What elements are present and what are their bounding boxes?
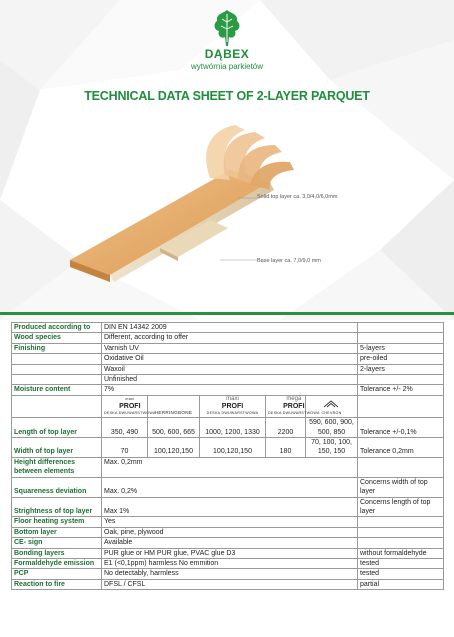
row-value: DIN EN 14342 2009 <box>102 323 358 333</box>
row-label: Wood species <box>12 333 102 343</box>
row-value: 1000, 1200, 1330 <box>200 418 266 438</box>
row-label: Reaction to fire <box>12 579 102 589</box>
row-note: tested <box>358 569 444 579</box>
table-row <box>12 385 444 395</box>
row-label <box>12 395 102 417</box>
page-title: TECHNICAL DATA SHEET OF 2-LAYER PARQUET <box>84 89 370 103</box>
row-label: Width of top layer <box>12 438 102 458</box>
table-row <box>12 538 444 548</box>
row-note: pre-oiled <box>358 354 444 364</box>
row-label <box>12 375 102 385</box>
row-value: 180 <box>266 438 306 458</box>
row-value: 500, 600, 665 <box>148 418 200 438</box>
row-note: Concerns length of top layer <box>358 497 444 517</box>
row-note: Concerns width of top layer <box>358 477 444 497</box>
row-label: Height differences between elements <box>12 457 102 477</box>
row-value: 2200 <box>266 418 306 438</box>
profi-logo: maxi PROFI DESKA DWUWARSTWOWA <box>104 396 156 415</box>
row-note: Tolerance 0,2mm <box>358 438 444 458</box>
table-row <box>12 457 444 477</box>
row-value: 100,120,150 <box>148 438 200 458</box>
brand-name: DĄBEX <box>204 47 250 61</box>
row-note <box>358 333 444 343</box>
section-divider <box>0 312 454 315</box>
table-row <box>12 558 444 568</box>
row-label: Bottom layer <box>12 527 102 537</box>
row-label: Finishing <box>12 343 102 353</box>
chevron-icon <box>323 400 339 408</box>
row-value: Varnish UV <box>102 343 358 353</box>
row-note <box>358 527 444 537</box>
row-label: CE- sign <box>12 538 102 548</box>
row-label <box>12 354 102 364</box>
row-note <box>358 517 444 527</box>
row-value: Yes <box>102 517 358 527</box>
row-value: 350, 490 <box>102 418 148 438</box>
row-note: without formaldehyde <box>358 548 444 558</box>
row-note: Tolerance +/-0,1% <box>358 418 444 438</box>
row-value: PUR glue or HM PUR glue, PVAC glue D3 <box>102 548 358 558</box>
row-value: No detectably, harmless <box>102 569 358 579</box>
row-label: Bonding layers <box>12 548 102 558</box>
row-label: Moisture content <box>12 385 102 395</box>
row-label: Formaldehyde emission <box>12 558 102 568</box>
product-logo-mega-profi <box>266 395 320 417</box>
oak-leaf-icon <box>210 8 244 48</box>
row-value: 70, 100, 100, 150, 150 <box>306 438 358 458</box>
mega-profi-logo: mega PROFI DESKA DWUWARSTWOWA <box>268 395 320 415</box>
parquet-layers-illustration <box>60 120 400 290</box>
row-value: Oxidative Oil <box>102 354 358 364</box>
row-label: Strightness of top layer <box>12 497 102 517</box>
row-value: Max. 0,2% <box>102 477 358 497</box>
row-note: Tolerance +/- 2% <box>358 385 444 395</box>
row-value: DFSL / CFSL <box>102 579 358 589</box>
row-value: 70 <box>102 438 148 458</box>
row-label: Squareness deviation <box>12 477 102 497</box>
row-value: 590, 600, 900, 500, 850 <box>306 418 358 438</box>
row-label <box>12 364 102 374</box>
product-logo-profi <box>102 395 156 417</box>
row-value: Max 1% <box>102 497 358 517</box>
table-row <box>12 569 444 579</box>
table-row <box>12 579 444 589</box>
chevron-logo: CHEVRON <box>321 400 341 417</box>
table-row <box>12 375 444 385</box>
brand-tagline: wytwórnia parkietów <box>190 62 264 71</box>
row-value: 100,120,150 <box>200 438 266 458</box>
row-note <box>358 457 444 477</box>
product-logo-maxi-profi <box>200 395 266 417</box>
table-row <box>12 517 444 527</box>
row-note: tested <box>358 558 444 568</box>
row-label: PCP <box>12 569 102 579</box>
row-note <box>358 395 444 417</box>
row-value: Available <box>102 538 358 548</box>
row-value: Unfinished <box>102 375 358 385</box>
maxi-profi-logo: maxi PROFI DESKA DWUWARSTWOWA <box>206 395 259 415</box>
row-note: 5-layers <box>358 343 444 353</box>
spec-table <box>11 322 444 590</box>
table-row <box>12 477 444 497</box>
table-row <box>12 497 444 517</box>
table-row <box>12 418 444 438</box>
row-note <box>358 538 444 548</box>
table-row <box>12 527 444 537</box>
row-value: 7% <box>102 385 358 395</box>
table-row <box>12 438 444 458</box>
brand-logo <box>0 8 454 80</box>
table-row <box>12 343 444 353</box>
row-value: Different, according to offer <box>102 333 358 343</box>
row-value: Max. 0,2mm <box>102 457 358 477</box>
row-note: partial <box>358 579 444 589</box>
table-row <box>12 323 444 333</box>
row-value: Oak, pine, plywood <box>102 527 358 537</box>
table-row <box>12 354 444 364</box>
row-note <box>358 375 444 385</box>
row-value: Waxoil <box>102 364 358 374</box>
row-label: Produced according to <box>12 323 102 333</box>
product-logos-row <box>12 395 444 417</box>
herringbone-logo: HERRINGBONE <box>154 409 193 415</box>
table-row <box>12 333 444 343</box>
table-row <box>12 364 444 374</box>
top-layer-callout: Solid top layer ca. 3,0/4,0/6,0mm <box>257 194 338 200</box>
row-note: 2-layers <box>358 364 444 374</box>
row-value: E1 (<0,1ppm) harmless No emmition <box>102 558 358 568</box>
row-label: Length of top layer <box>12 418 102 438</box>
row-label: Floor heating system <box>12 517 102 527</box>
table-row <box>12 548 444 558</box>
base-layer-callout: Base layer ca. 7,0/9,0 mm <box>257 258 321 264</box>
row-note <box>358 323 444 333</box>
